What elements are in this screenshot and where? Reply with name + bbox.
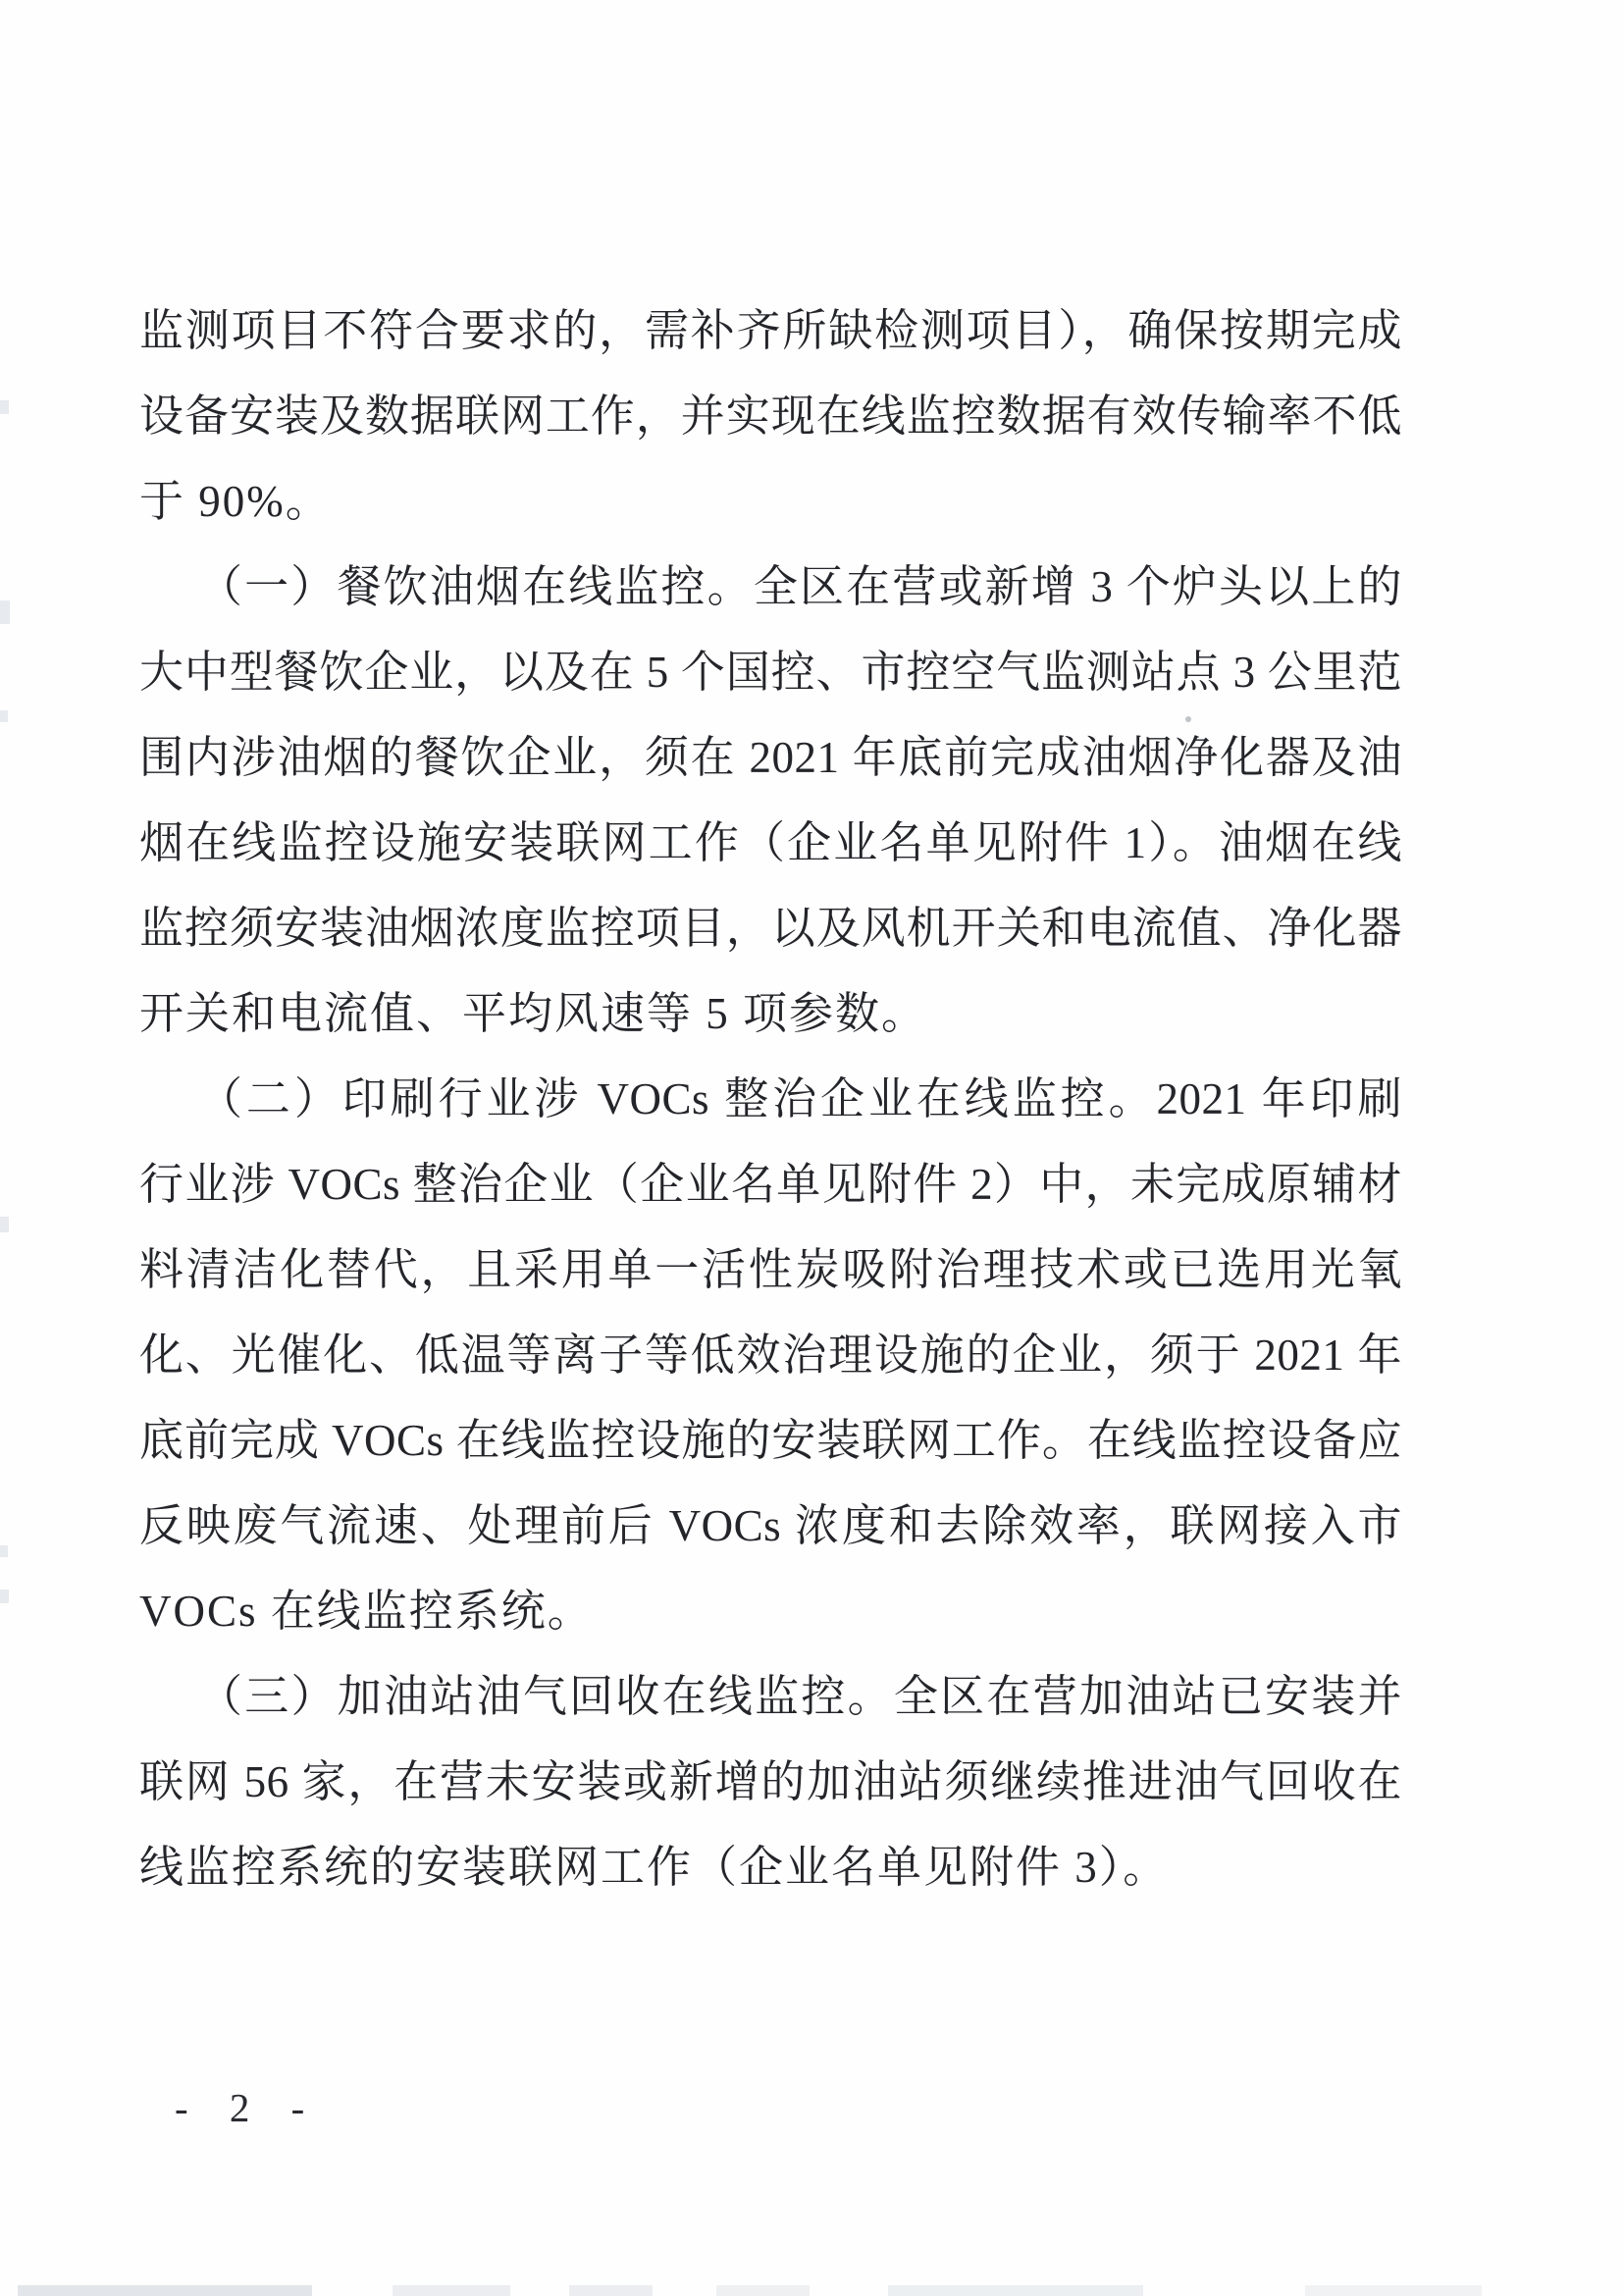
text-line: 线监控系统的安装联网工作（企业名单见附件 3）。 [139,1843,1170,1892]
scan-edge-band [716,2285,810,2296]
scan-edge-band [393,2285,510,2296]
text-line: 设备安装及数据联网工作，并实现在线监控数据有效传输率不低 [139,391,1402,441]
text-line: 监测项目不符合要求的，需补齐所缺检测项目），确保按期完成 [139,306,1402,355]
text-line: 围内涉油烟的餐饮企业，须在 2021 年底前完成油烟净化器及油 [139,733,1402,782]
body-text [139,288,1402,1910]
scan-smudge [0,1590,9,1603]
text-line: （一）餐饮油烟在线监控。全区在营或新增 3 个炉头以上的 [198,562,1402,611]
text-line: 化、光催化、低温等离子等低效治理设施的企业，须于 2021 年 [139,1331,1402,1380]
scan-smudge [0,600,10,624]
scan-speck [1185,716,1191,722]
scan-smudge [0,1217,9,1232]
scan-smudge [0,400,9,414]
text-line: 监控须安装油烟浓度监控项目，以及风机开关和电流值、净化器 [139,904,1402,953]
scan-smudge [0,710,8,722]
scan-smudge [0,1545,8,1557]
text-line: 行业涉 VOCs 整治企业（企业名单见附件 2）中，未完成原辅材 [139,1160,1402,1209]
page-number: - 2 - [175,2085,321,2130]
text-line: 大中型餐饮企业，以及在 5 个国控、市控空气监测站点 3 公里范 [139,648,1402,697]
text-line: 于 90%。 [139,477,332,526]
scan-edge-band [18,2285,312,2296]
text-line: （二）印刷行业涉 VOCs 整治企业在线监控。2021 年印刷 [198,1074,1402,1123]
text-line: 料清洁化替代，且采用单一活性炭吸附治理技术或已选用光氧 [139,1245,1402,1294]
text-line: （三）加油站油气回收在线监控。全区在营加油站已安装并 [198,1672,1402,1721]
scan-edge-band [1305,2285,1482,2296]
text-line: VOCs 在线监控系统。 [139,1587,594,1636]
text-line: 联网 56 家，在营未安装或新增的加油站须继续推进油气回收在 [139,1757,1402,1806]
text-line: 开关和电流值、平均风速等 5 项参数。 [139,989,928,1038]
text-line: 底前完成 VOCs 在线监控设施的安装联网工作。在线监控设备应 [139,1416,1402,1465]
text-line: 反映废气流速、处理前后 VOCs 浓度和去除效率，联网接入市 [139,1501,1402,1550]
text-line: 烟在线监控设施安装联网工作（企业名单见附件 1）。油烟在线 [139,818,1402,867]
scan-edge-band [569,2285,653,2296]
scan-edge-band [888,2285,1143,2296]
